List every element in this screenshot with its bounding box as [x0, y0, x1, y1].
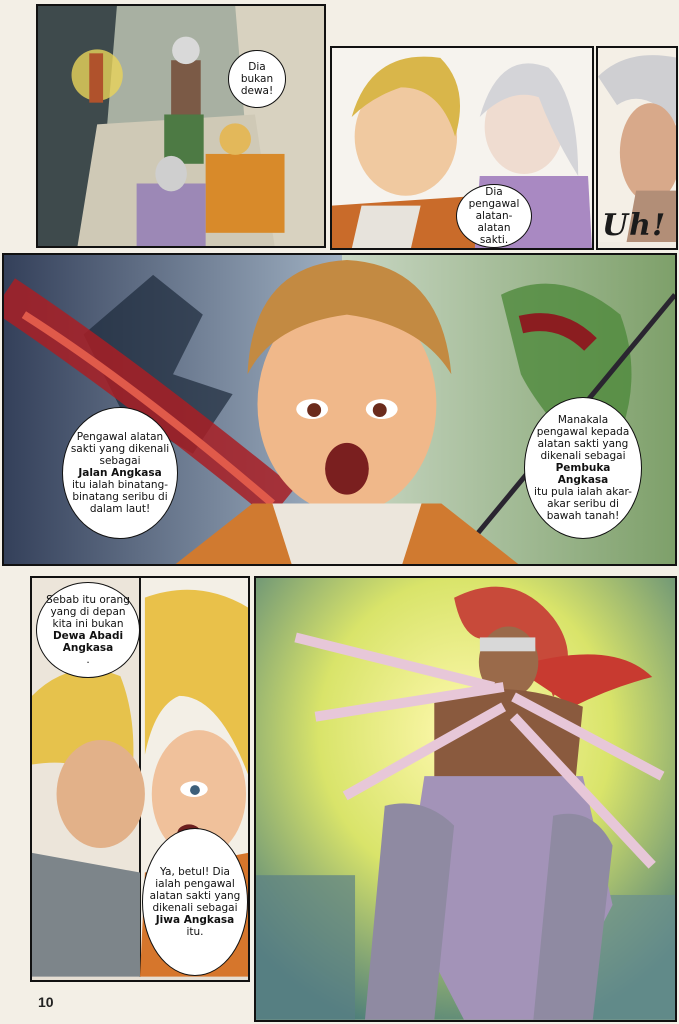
panel-boy-shouting	[2, 253, 677, 566]
speech-bubble-jiwa-angkasa	[142, 828, 248, 976]
bubble-text: Sebab itu orang yang di depan kita ini bukan Dewa Abadi Angkasa .	[46, 594, 130, 666]
panel-blond-and-woman	[330, 46, 594, 250]
speech-bubble-dewa-abadi	[36, 582, 140, 678]
bubble-text: Ya, betul! Dia ialah pengawal alatan sakti yang dikenali sebagai Jiwa Angkasa itu.	[149, 866, 241, 938]
speech-bubble-pembuka-angkasa	[524, 397, 642, 539]
sound-effect-uh: Uh!	[602, 208, 667, 243]
speech-bubble-dia-pengawal	[456, 184, 532, 248]
bubble-text: Pengawal alatan sakti yang dikenali sebagai Jalan Angkasa itu ialah binatang-binatang seribu di dalam laut!	[70, 431, 170, 515]
panel-silver-hair-closeup	[596, 46, 678, 250]
panel-two-blond-faces	[30, 576, 250, 982]
bubble-text: Dia pengawal alatan-alatan sakti.	[468, 186, 520, 246]
speech-bubble-jalan-angkasa	[62, 407, 178, 539]
panel-red-haired-warrior	[254, 576, 677, 1022]
corridor-art	[38, 6, 324, 247]
bubble-text: Dia bukan dewa!	[240, 61, 274, 97]
page-number: 10	[38, 994, 54, 1010]
panel-corridor	[36, 4, 326, 248]
warrior-art	[256, 578, 675, 1020]
bubble-text: Manakala pengawal kepada alatan sakti yang dikenali sebagai Pembuka Angkasa itu pula ialah akar-akar seribu di bawah tanah!	[534, 414, 632, 522]
speech-bubble-dia-bukan-dewa	[228, 50, 286, 108]
